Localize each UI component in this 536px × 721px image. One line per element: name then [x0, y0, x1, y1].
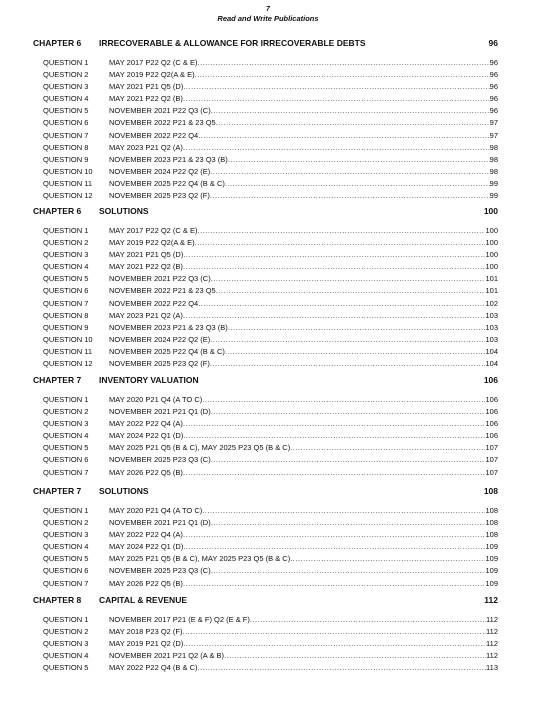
entry-page: 107 [485, 467, 498, 477]
chapter-page: 112 [484, 595, 498, 605]
dot-leader [183, 626, 487, 638]
chapter-heading[interactable] [33, 373, 498, 388]
entry-page: 106 [485, 431, 498, 441]
question-label: QUESTION 11 [43, 178, 93, 188]
toc-entry[interactable] [33, 225, 498, 237]
entry-page: 109 [485, 554, 498, 564]
question-source: MAY 2021 P22 Q2 (B) [109, 262, 183, 272]
chapter-page: 108 [483, 486, 498, 496]
entry-page: 103 [485, 322, 498, 332]
question-label: QUESTION 7 [43, 130, 89, 140]
question-source: MAY 2019 P22 Q2(A & E) [109, 238, 195, 248]
chapter-number: CHAPTER 6 [33, 206, 82, 216]
dot-leader [250, 614, 486, 626]
question-label: QUESTION 3 [43, 419, 89, 429]
question-source: MAY 2022 P22 Q4 (A) [109, 530, 183, 540]
question-source: MAY 2022 P22 Q4 (B & C) [109, 663, 198, 673]
question-label: QUESTION 5 [43, 443, 89, 453]
question-source: NOVEMBER 2021 P22 Q3 (C) [109, 106, 211, 116]
question-label: QUESTION 6 [43, 455, 89, 465]
entry-page: 99 [489, 178, 498, 188]
toc-entry[interactable] [33, 334, 498, 346]
entry-page: 100 [485, 262, 498, 272]
question-source: MAY 2021 P21 Q5 (D) [109, 250, 184, 260]
dot-leader [228, 322, 486, 334]
question-label: QUESTION 4 [43, 94, 89, 104]
question-source: NOVEMBER 2024 P22 Q2 (E) [109, 166, 211, 176]
entry-page: 109 [485, 566, 498, 576]
toc-entry[interactable] [33, 117, 498, 129]
toc-entry[interactable] [33, 273, 498, 285]
toc-entry[interactable] [33, 430, 498, 442]
dot-leader [211, 454, 486, 466]
question-source: MAY 2026 P22 Q5 (B) [109, 578, 183, 588]
entry-page: 103 [485, 310, 498, 320]
question-label: QUESTION 9 [43, 154, 89, 164]
question-label: QUESTION 12 [43, 191, 93, 201]
question-label: QUESTION 8 [43, 142, 89, 152]
question-label: QUESTION 7 [43, 578, 89, 588]
chapter-heading[interactable] [33, 36, 498, 51]
toc-entry[interactable] [33, 142, 498, 154]
chapter-heading[interactable] [33, 204, 498, 219]
dot-leader [210, 358, 486, 370]
entry-page: 107 [485, 455, 498, 465]
question-source: MAY 2017 P22 Q2 (C & E) [109, 226, 198, 235]
chapter-number: CHAPTER 8 [33, 595, 82, 605]
dot-leader [216, 117, 490, 129]
dot-leader [195, 237, 486, 249]
question-source: MAY 2024 P22 Q1 (D) [109, 542, 184, 552]
entry-page: 101 [485, 286, 498, 296]
chapter-heading[interactable] [33, 593, 498, 608]
question-source: NOVEMBER 2021 P21 Q1 (D) [109, 518, 211, 528]
entry-page: 112 [486, 639, 498, 649]
dot-leader [183, 310, 486, 322]
dot-leader [202, 394, 485, 406]
toc-entry[interactable] [33, 650, 498, 662]
toc-entry[interactable] [33, 406, 498, 418]
entry-page: 108 [485, 506, 498, 515]
dot-leader [198, 662, 487, 674]
toc-entry[interactable] [33, 81, 498, 93]
entry-page: 106 [485, 407, 498, 417]
question-source: NOVEMBER 2017 P21 (E & F) Q2 (E & F) [109, 615, 250, 624]
question-label: QUESTION 5 [43, 554, 89, 564]
dot-leader [198, 57, 490, 69]
question-label: QUESTION 7 [43, 298, 89, 308]
toc-entry[interactable] [33, 346, 498, 358]
entry-page: 109 [485, 542, 498, 552]
toc-section [33, 36, 498, 202]
question-label: QUESTION 8 [43, 310, 89, 320]
dot-leader [202, 505, 485, 517]
question-source: NOVEMBER 2021 P22 Q3 (C) [109, 274, 211, 284]
dot-leader [210, 166, 489, 178]
entry-page: 96 [489, 94, 498, 104]
question-source: MAY 2019 P22 Q2(A & E) [109, 70, 195, 80]
chapter-heading[interactable] [33, 484, 498, 499]
question-source: MAY 2021 P22 Q2 (B) [109, 94, 183, 104]
toc-entry[interactable] [33, 298, 498, 310]
dot-leader [211, 406, 486, 418]
question-label: QUESTION 1 [43, 615, 89, 624]
dot-leader [290, 442, 485, 454]
toc-entry[interactable] [33, 454, 498, 466]
chapter-title: SOLUTIONS [99, 206, 149, 216]
question-label: QUESTION 9 [43, 322, 89, 332]
question-source: MAY 2024 P22 Q1 (D) [109, 431, 184, 441]
question-label: QUESTION 2 [43, 407, 89, 417]
entry-page: 104 [485, 359, 498, 369]
chapter-title: SOLUTIONS [99, 486, 149, 496]
question-source: MAY 2020 P21 Q4 (A TO C) [109, 395, 203, 404]
dot-leader [183, 467, 486, 479]
question-source: MAY 2017 P22 Q2 (C & E) [109, 58, 198, 67]
dot-leader [195, 69, 490, 81]
chapter-page: 100 [483, 206, 498, 216]
toc-entry[interactable] [33, 178, 498, 190]
question-label: QUESTION 1 [43, 506, 89, 515]
toc-entry[interactable] [33, 154, 498, 166]
dot-leader [198, 130, 489, 142]
page-number: 7 [266, 6, 270, 13]
question-source: NOVEMBER 2025 P23 Q2 (F) [109, 359, 210, 369]
question-source: MAY 2023 P21 Q2 (A) [109, 310, 183, 320]
chapter-number: CHAPTER 7 [33, 375, 82, 385]
chapter-title: INVENTORY VALUATION [99, 375, 199, 385]
question-label: QUESTION 4 [43, 542, 89, 552]
question-label: QUESTION 12 [43, 359, 93, 369]
question-label: QUESTION 6 [43, 286, 89, 296]
dot-leader [183, 81, 489, 93]
toc-section [33, 593, 498, 674]
chapter-number: CHAPTER 6 [33, 38, 82, 48]
toc-entry[interactable] [33, 130, 498, 142]
question-label: QUESTION 2 [43, 627, 89, 637]
toc-entry[interactable] [33, 322, 498, 334]
toc-section [33, 484, 498, 590]
question-source: NOVEMBER 2025 P22 Q4 (B & C) [109, 346, 225, 356]
question-source: MAY 2026 P22 Q5 (B) [109, 467, 183, 477]
question-source: NOVEMBER 2024 P22 Q2 (E) [109, 334, 211, 344]
toc-entry[interactable] [33, 358, 498, 370]
dot-leader [183, 430, 485, 442]
dot-leader [290, 553, 485, 565]
publisher-name: Read and Write Publications [217, 14, 319, 23]
toc-entry[interactable] [33, 394, 498, 406]
toc-entry[interactable] [33, 69, 498, 81]
dot-leader [183, 93, 490, 105]
entry-page: 97 [489, 118, 498, 128]
dot-leader [183, 249, 485, 261]
question-label: QUESTION 1 [43, 58, 89, 67]
toc-entry[interactable] [33, 237, 498, 249]
question-source: NOVEMBER 2025 P23 Q3 (C) [109, 455, 211, 465]
question-source: NOVEMBER 2021 P21 Q2 (A & B) [109, 651, 225, 661]
question-label: QUESTION 3 [43, 639, 89, 649]
entry-page: 97 [489, 130, 498, 140]
toc-entry[interactable] [33, 638, 498, 650]
question-label: QUESTION 2 [43, 70, 89, 80]
question-label: QUESTION 4 [43, 431, 89, 441]
chapter-title: CAPITAL & REVENUE [99, 595, 188, 605]
toc-entry[interactable] [33, 442, 498, 454]
toc-entry[interactable] [33, 529, 498, 541]
entry-page: 98 [489, 166, 498, 176]
question-source: NOVEMBER 2025 P22 Q4 (B & C) [109, 178, 225, 188]
entry-page: 101 [485, 274, 498, 284]
toc-entry[interactable] [33, 578, 498, 590]
toc-entry[interactable] [33, 93, 498, 105]
question-label: QUESTION 7 [43, 467, 89, 477]
dot-leader [211, 565, 486, 577]
dot-leader [183, 142, 490, 154]
toc-entry[interactable] [33, 57, 498, 69]
entry-page: 109 [485, 578, 498, 588]
entry-page: 96 [489, 58, 498, 67]
toc-entry[interactable] [33, 166, 498, 178]
dot-leader [224, 650, 486, 662]
question-source: NOVEMBER 2022 P21 & 23 Q5 [109, 286, 216, 296]
dot-leader [210, 334, 485, 346]
entry-page: 108 [485, 530, 498, 540]
question-source: MAY 2025 P21 Q5 (B & C), MAY 2025 P23 Q5 (B & C) [109, 443, 291, 453]
question-source: NOVEMBER 2023 P21 & 23 Q3 (B) [109, 154, 228, 164]
dot-leader [183, 638, 486, 650]
entry-page: 102 [485, 298, 498, 308]
entry-page: 98 [489, 154, 498, 164]
toc-entry[interactable] [33, 249, 498, 261]
dot-leader [198, 298, 485, 310]
entry-page: 103 [485, 334, 498, 344]
dot-leader [216, 285, 486, 297]
question-source: NOVEMBER 2021 P21 Q1 (D) [109, 407, 211, 417]
entry-page: 108 [485, 518, 498, 528]
entry-page: 112 [486, 651, 498, 661]
toc-entry[interactable] [33, 553, 498, 565]
toc-entry[interactable] [33, 614, 498, 626]
toc-entry[interactable] [33, 310, 498, 322]
dot-leader [183, 418, 486, 430]
question-source: NOVEMBER 2022 P21 & 23 Q5 [109, 118, 216, 128]
question-label: QUESTION 6 [43, 118, 89, 128]
entry-page: 106 [485, 395, 498, 404]
toc-entry[interactable] [33, 517, 498, 529]
question-label: QUESTION 11 [43, 346, 93, 356]
entry-page: 100 [485, 238, 498, 248]
question-source: NOVEMBER 2023 P21 & 23 Q3 (B) [109, 322, 228, 332]
entry-page: 107 [485, 443, 498, 453]
entry-page: 96 [489, 82, 498, 92]
toc-entry[interactable] [33, 418, 498, 430]
question-source: NOVEMBER 2025 P23 Q3 (C) [109, 566, 211, 576]
entry-page: 112 [486, 627, 498, 637]
question-label: QUESTION 5 [43, 274, 89, 284]
toc-entry[interactable] [33, 105, 498, 117]
question-label: QUESTION 1 [43, 226, 89, 235]
entry-page: 100 [485, 226, 498, 235]
dot-leader [228, 154, 490, 166]
entry-page: 104 [485, 346, 498, 356]
question-label: QUESTION 4 [43, 262, 89, 272]
dot-leader [211, 105, 490, 117]
question-source: MAY 2020 P21 Q4 (A TO C) [109, 506, 203, 515]
chapter-number: CHAPTER 7 [33, 486, 82, 496]
question-label: QUESTION 5 [43, 106, 89, 116]
toc-entry[interactable] [33, 662, 498, 674]
toc-entry[interactable] [33, 467, 498, 479]
toc-entry[interactable] [33, 190, 498, 202]
chapter-page: 96 [488, 38, 498, 48]
question-label: QUESTION 4 [43, 651, 89, 661]
dot-leader [211, 517, 486, 529]
toc-entry[interactable] [33, 565, 498, 577]
question-label: QUESTION 3 [43, 250, 89, 260]
chapter-title: IRRECOVERABLE & ALLOWANCE FOR IRRECOVERABLE DEBTS [99, 38, 366, 48]
question-source: MAY 2022 P22 Q4 (A) [109, 419, 183, 429]
question-source: MAY 2021 P21 Q5 (D) [109, 82, 184, 92]
question-source: MAY 2023 P21 Q2 (A) [109, 142, 183, 152]
dot-leader [183, 529, 486, 541]
entry-page: 96 [489, 70, 498, 80]
question-label: QUESTION 1 [43, 395, 89, 404]
dot-leader [183, 261, 486, 273]
question-source: NOVEMBER 2025 P23 Q2 (F) [109, 191, 210, 201]
dot-leader [198, 225, 486, 237]
dot-leader [225, 178, 490, 190]
toc-entry[interactable] [33, 626, 498, 638]
entry-page: 99 [489, 191, 498, 201]
entry-page: 98 [489, 142, 498, 152]
dot-leader [183, 578, 486, 590]
entry-page: 113 [486, 663, 498, 673]
entry-page: 100 [485, 250, 498, 260]
entry-page: 96 [489, 106, 498, 116]
toc-entry[interactable] [33, 261, 498, 273]
entry-page: 112 [486, 615, 498, 624]
chapter-page: 106 [483, 375, 498, 385]
toc-entry[interactable] [33, 541, 498, 553]
dot-leader [210, 190, 490, 202]
question-source: MAY 2025 P21 Q5 (B & C), MAY 2025 P23 Q5 (B & C) [109, 554, 291, 564]
toc-section [33, 373, 498, 479]
question-label: QUESTION 5 [43, 663, 89, 673]
toc-section [33, 204, 498, 370]
question-label: QUESTION 6 [43, 566, 89, 576]
entry-page: 106 [485, 419, 498, 429]
dot-leader [225, 346, 486, 358]
dot-leader [183, 541, 485, 553]
question-label: QUESTION 3 [43, 82, 89, 92]
question-label: QUESTION 3 [43, 530, 89, 540]
question-label: QUESTION 10 [43, 334, 93, 344]
toc-entry[interactable] [33, 285, 498, 297]
dot-leader [211, 273, 486, 285]
question-source: NOVEMBER 2022 P22 Q4 [109, 298, 199, 308]
question-source: MAY 2018 P23 Q2 (F) [109, 627, 183, 637]
question-label: QUESTION 10 [43, 166, 93, 176]
question-source: MAY 2019 P21 Q2 (D) [109, 639, 184, 649]
question-label: QUESTION 2 [43, 518, 89, 528]
question-source: NOVEMBER 2022 P22 Q4 [109, 130, 199, 140]
question-label: QUESTION 2 [43, 238, 89, 248]
toc-entry[interactable] [33, 505, 498, 517]
